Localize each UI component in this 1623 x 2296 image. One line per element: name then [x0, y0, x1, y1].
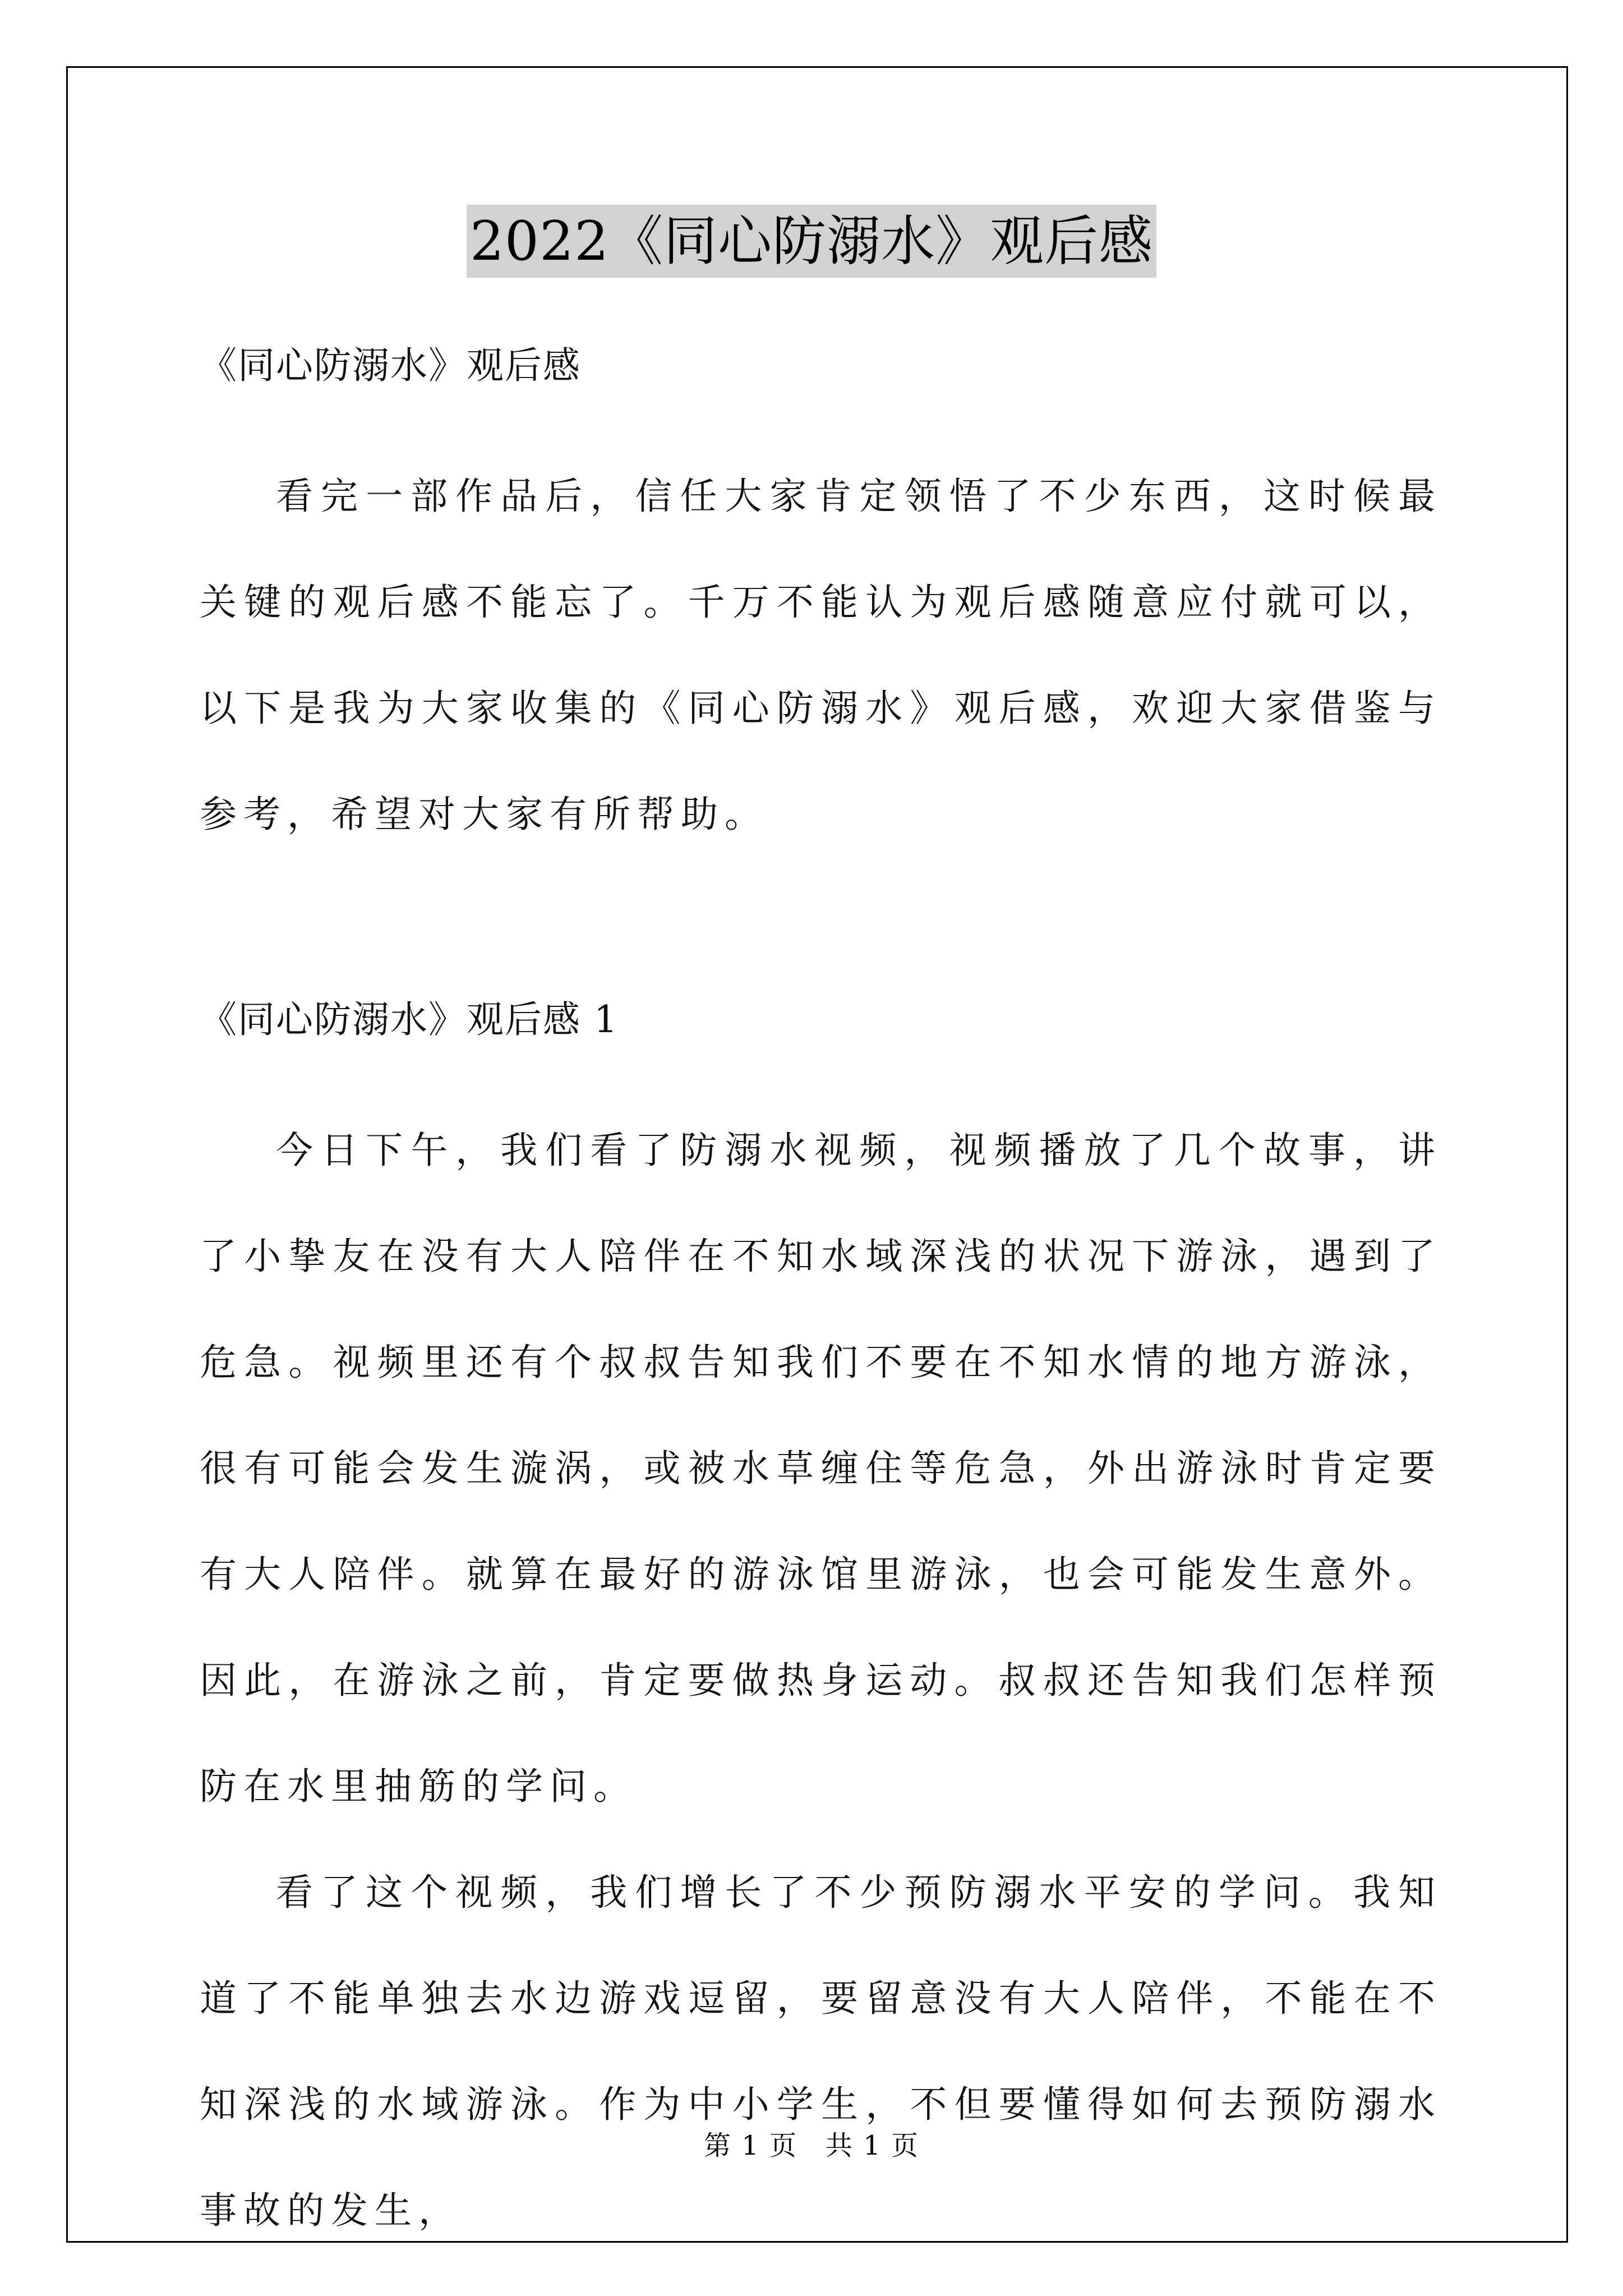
intro-heading: 《同心防溺水》观后感	[200, 344, 581, 387]
section1-paragraph-2: 看了这个视频，我们增长了不少预防溺水平安的学问。我知道了不能单独去水边游戏逗留，要留意没有大人陪伴，不能在不知深浅的水域游泳。作为中小学生，不但要懂得如何去预防溺水事故的发生，	[200, 1871, 1442, 2232]
intro-paragraph: 看完一部作品后，信任大家肯定领悟了不少东西，这时候最关键的观后感不能忘了。千万不能认为观后感随意应付就可以，以下是我为大家收集的《同心防溺水》观后感，欢迎大家借鉴与参考，希望对大家有所帮助。	[200, 475, 1442, 836]
page-footer: 第 1 页 共 1 页	[703, 2130, 920, 2161]
section1-paragraph-1: 今日下午，我们看了防溺水视频，视频播放了几个故事，讲了小挚友在没有大人陪伴在不知水域深浅的状况下游泳，遇到了危急。视频里还有个叔叔告知我们不要在不知水情的地方游泳，很有可能会发生漩涡，或被水草缠住等危急，外出游泳时肯定要有大人陪伴。就算在最好的游泳馆里游泳，也会可能发生意外。因此，在游泳之前，肯定要做热身运动。叔叔还告知我们怎样预防在水里抽筋的学问。	[200, 1129, 1442, 1808]
document-body	[200, 342, 1442, 2263]
document-title: 2022《同心防溺水》观后感	[467, 205, 1156, 278]
section1-heading: 《同心防溺水》观后感 1	[200, 998, 619, 1041]
title-container	[0, 205, 1623, 278]
